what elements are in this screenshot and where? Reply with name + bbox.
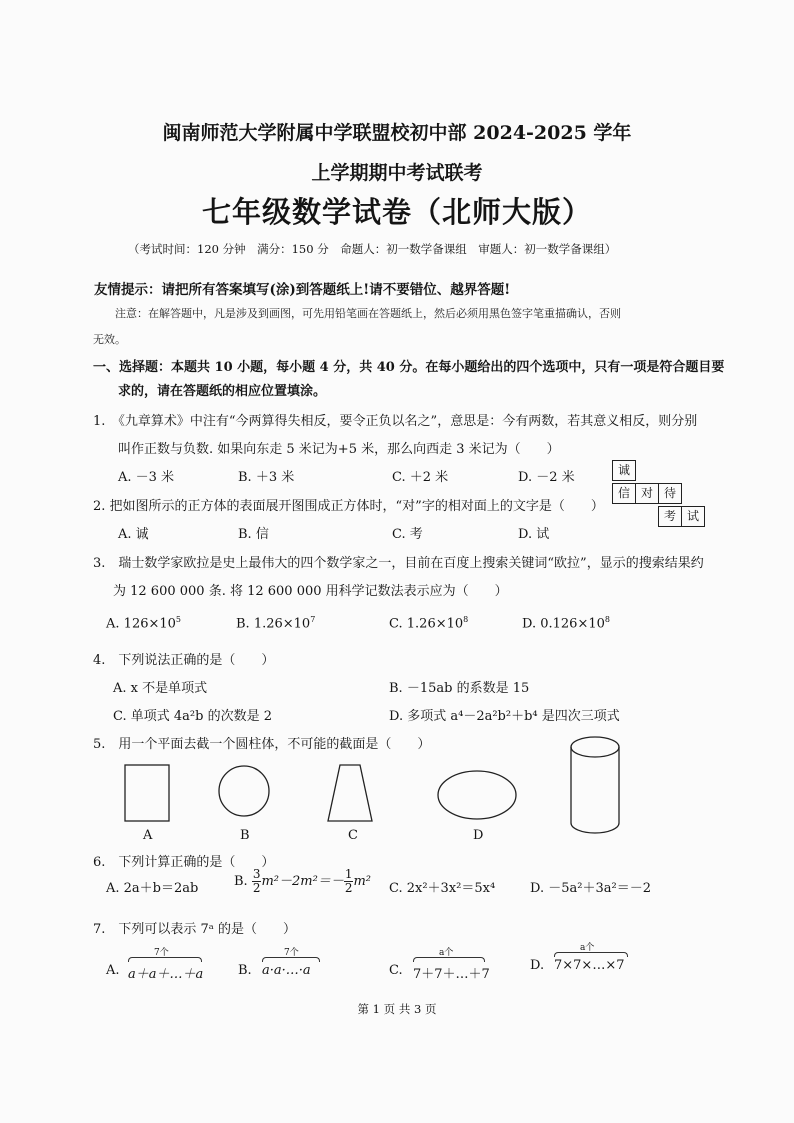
q2-option-d: D. 试 <box>518 527 550 542</box>
exam-subject-title: 七年级数学试卷（北师大版） <box>201 195 592 229</box>
q5-stem: 5. 用一个平面去截一个圆柱体，不可能的截面是（ ） <box>93 737 431 752</box>
note-line-2: 无效。 <box>93 333 126 346</box>
q5-label-b: B <box>240 828 250 843</box>
section-1-header: 一、选择题：本题共 10 小题，每小题 4 分，共 40 分。在每小题给出的四个选项中，只有一项是符合题目要 <box>93 360 725 375</box>
q5-label-a: A <box>143 828 153 843</box>
q3-option-a: A. $126\times 10^5$ <box>106 615 182 632</box>
q6-option-b: B. $\frac{3}{2}$ m²－2m²＝－ $\frac{1}{2}$ m² <box>234 867 372 895</box>
net-cell: 信 <box>612 483 636 504</box>
q5-label-c: C <box>348 828 358 843</box>
q6-option-a: A. 2a＋b＝2ab <box>106 881 199 896</box>
q5-shapes <box>100 735 740 845</box>
q4-option-c: C. 单项式 4a²b 的次数是 2 <box>113 709 272 724</box>
page-footer: 第 1 页 共 3 页 <box>357 1002 437 1016</box>
fraction: $\frac{3}{2}$ <box>252 867 261 895</box>
net-cell: 对 <box>635 483 659 504</box>
q3-stem-line2: 为 12 600 000 条. 将 12 600 000 用科学记数法表示应为（ ） <box>113 584 508 599</box>
q5-label-d: D <box>473 828 484 843</box>
net-cell: 待 <box>658 483 682 504</box>
q7-stem: 7. 下列可以表示 7ᵃ 的是（ ） <box>93 922 296 937</box>
exam-school-title: 闽南师范大学附属中学联盟校初中部 2024-2025 学年 <box>162 122 632 144</box>
rectangle-shape <box>125 765 169 821</box>
q3-option-d: D. $0.126\times 10^8$ <box>522 615 610 632</box>
q3-option-b: B. $1.26\times 10^7$ <box>236 615 316 632</box>
note-line-1: 注意：在解答题中，凡是涉及到画图，可先用铅笔画在答题纸上，然后必须用黑色签字笔重描确认，否则 <box>115 307 621 320</box>
cylinder-top <box>571 737 619 757</box>
q4-option-a: A. x 不是单项式 <box>113 681 208 696</box>
q1-stem-line1: 1. 《九章算术》中注有“今两算得失相反，要令正负以名之”，意思是：今有两数，若其意义相反，则分别 <box>93 414 698 429</box>
q2-stem: 2. 把如图所示的正方体的表面展开图围成正方体时，“对”字的相对面上的文字是（ ） <box>93 499 604 514</box>
q6-option-c: C. 2x²＋3x²＝5x⁴ <box>389 881 496 896</box>
fraction: $\frac{1}{2}$ <box>344 867 353 895</box>
q6-stem: 6. 下列计算正确的是（ ） <box>93 855 275 870</box>
cylinder-bottom <box>571 823 619 833</box>
q2-option-a: A. 诚 <box>118 527 149 542</box>
circle-shape <box>219 766 269 816</box>
q1-option-d: D. －2 米 <box>518 470 575 485</box>
q3-stem-line1: 3. 瑞士数学家欧拉是史上最伟大的四个数学家之一，目前在百度上搜索关键词“欧拉”，显示的搜索结果约 <box>93 556 704 571</box>
q1-option-b: B. ＋3 米 <box>238 470 295 485</box>
ellipse-shape <box>438 771 516 819</box>
section-1-header-cont: 求的，请在答题纸的相应位置填涂。 <box>118 384 327 399</box>
q1-stem-line2: 叫作正数与负数. 如果向东走 5 米记为+5 米，那么向西走 3 米记为（ ） <box>118 442 560 457</box>
q2-option-c: C. 考 <box>392 527 423 542</box>
exam-term-title: 上学期期中考试联考 <box>311 162 483 184</box>
q4-option-d: D. 多项式 a⁴－2a²b²＋b⁴ 是四次三项式 <box>389 709 620 724</box>
q4-stem: 4. 下列说法正确的是（ ） <box>93 653 275 668</box>
q1-option-a: A. －3 米 <box>118 470 175 485</box>
q3-option-c: C. $1.26\times 10^8$ <box>389 615 469 632</box>
q4-option-b: B. －15ab 的系数是 15 <box>389 681 530 696</box>
warm-tip: 友情提示：请把所有答案填写(涂)到答题纸上!请不要错位、越界答题! <box>94 282 511 298</box>
q1-option-c: C. ＋2 米 <box>392 470 449 485</box>
q6-option-d: D. －5a²＋3a²＝－2 <box>530 881 651 896</box>
trapezoid-shape <box>328 765 372 821</box>
net-cell: 试 <box>681 506 705 527</box>
q2-option-b: B. 信 <box>238 527 269 542</box>
net-cell: 诚 <box>612 460 636 481</box>
exam-meta: （考试时间：120 分钟 满分：150 分 命题人：初一数学备课组 审题人：初一数学备课组） <box>128 242 617 256</box>
net-cell: 考 <box>658 506 682 527</box>
